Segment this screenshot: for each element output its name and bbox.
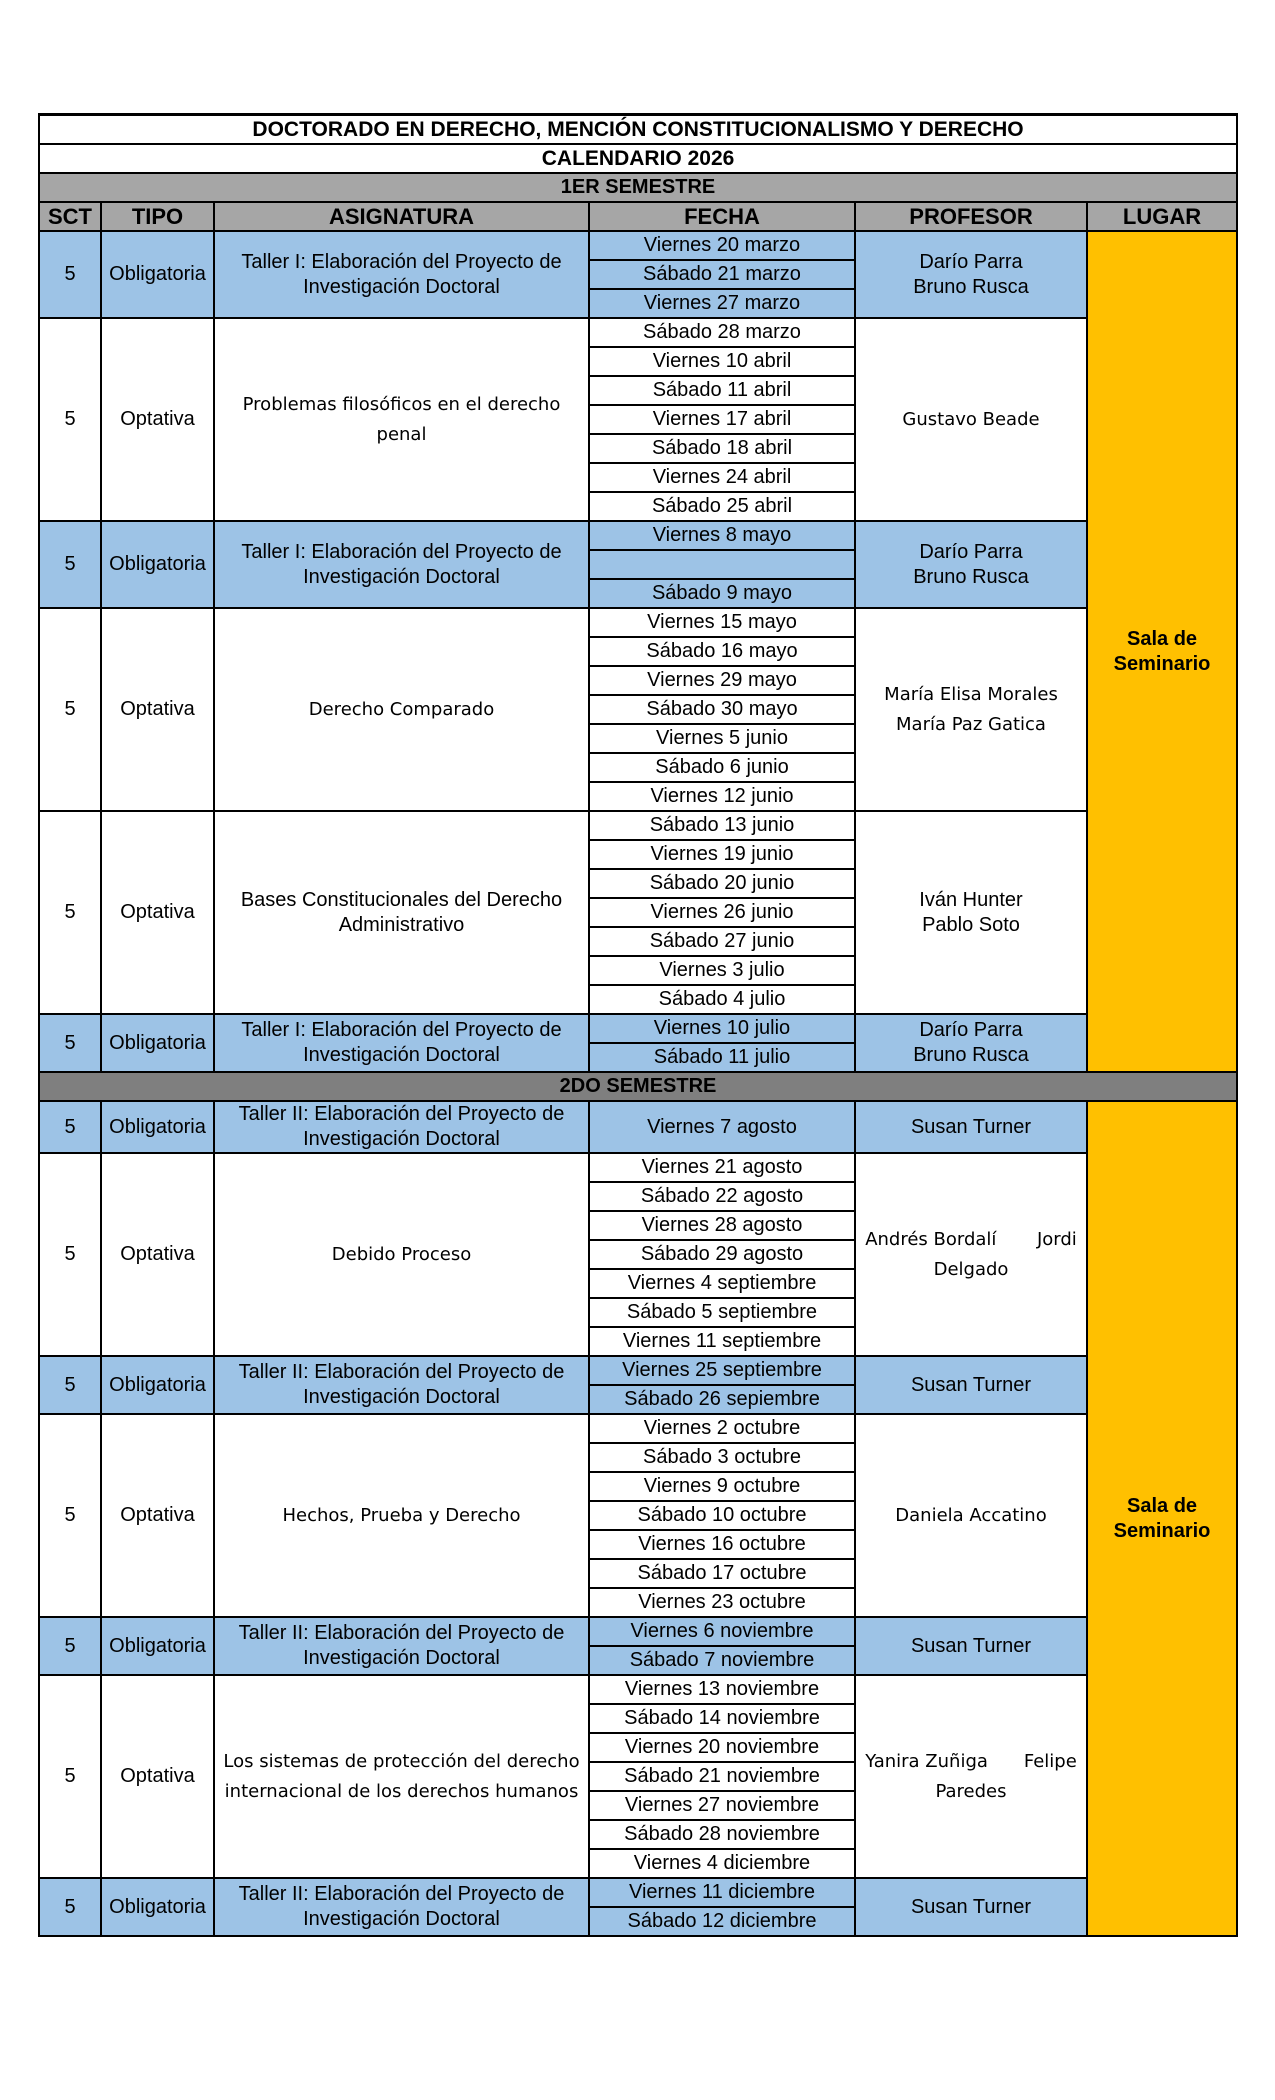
table-row	[39, 1014, 1237, 1043]
sct-cell: 5	[39, 1014, 101, 1072]
sct-cell: 5	[39, 318, 101, 521]
asignatura-cell: Bases Constitucionales del Derecho Administrativo	[214, 811, 589, 1014]
column-header-tipo: TIPO	[101, 202, 214, 231]
profesor-name: Iván Hunter	[919, 888, 1023, 911]
fecha-cell: Sábado 21 noviembre	[589, 1762, 855, 1791]
profesor-name: Delgado	[933, 1258, 1009, 1280]
sct-cell: 5	[39, 1356, 101, 1414]
table-row	[39, 521, 1237, 550]
fecha-cell: Sábado 10 octubre	[589, 1501, 855, 1530]
tipo-cell: Optativa	[101, 1675, 214, 1878]
column-header-profesor: PROFESOR	[855, 202, 1087, 231]
profesor-name: Susan Turner	[910, 1895, 1032, 1918]
fecha-cell: Viernes 21 agosto	[589, 1153, 855, 1182]
fecha-cell: Sábado 25 abril	[589, 492, 855, 521]
profesor-cell	[855, 231, 1087, 318]
fecha-cell: Viernes 4 septiembre	[589, 1269, 855, 1298]
profesor-names	[856, 1747, 1086, 1807]
fecha-cell: Sábado 11 julio	[589, 1043, 855, 1072]
sct-cell: 5	[39, 608, 101, 811]
fecha-cell: Sábado 22 agosto	[589, 1182, 855, 1211]
asignatura-cell: Problemas filosóficos en el derecho penal	[214, 318, 589, 521]
column-header-asignatura: ASIGNATURA	[214, 202, 589, 231]
fecha-cell: Sábado 11 abril	[589, 376, 855, 405]
fecha-cell: Viernes 5 junio	[589, 724, 855, 753]
table-row	[39, 1675, 1237, 1704]
asignatura-cell: Hechos, Prueba y Derecho	[214, 1414, 589, 1617]
sct-cell: 5	[39, 1675, 101, 1878]
fecha-cell: Viernes 26 junio	[589, 898, 855, 927]
asignatura-cell: Debido Proceso	[214, 1153, 589, 1356]
fecha-cell: Sábado 6 junio	[589, 753, 855, 782]
column-header-sct: SCT	[39, 202, 101, 231]
fecha-cell: Sábado 16 mayo	[589, 637, 855, 666]
fecha-cell: Sábado 5 septiembre	[589, 1298, 855, 1327]
fecha-cell: Viernes 19 junio	[589, 840, 855, 869]
table-row	[39, 1878, 1237, 1907]
table-row	[39, 811, 1237, 840]
fecha-cell	[589, 550, 855, 579]
tipo-cell: Optativa	[101, 608, 214, 811]
asignatura-cell: Taller II: Elaboración del Proyecto de Investigación Doctoral	[214, 1878, 589, 1936]
profesor-name: Pablo Soto	[922, 913, 1020, 936]
profesor-cell	[855, 1617, 1087, 1675]
profesor-cell	[855, 521, 1087, 608]
fecha-cell: Viernes 10 abril	[589, 347, 855, 376]
profesor-name: Bruno Rusca	[913, 565, 1029, 588]
sct-cell: 5	[39, 1617, 101, 1675]
profesor-cell	[855, 811, 1087, 1014]
table-row	[39, 1101, 1237, 1153]
fecha-cell: Viernes 6 noviembre	[589, 1617, 855, 1646]
profesor-name: Bruno Rusca	[913, 1044, 1029, 1066]
profesor-name: Gustavo Beade	[902, 408, 1040, 430]
calendar-year: CALENDARIO 2026	[39, 144, 1237, 173]
table-row	[39, 608, 1237, 637]
profesor-line	[865, 1747, 1077, 1777]
profesor-name: Darío Parra	[919, 540, 1023, 563]
tipo-cell: Obligatoria	[101, 1356, 214, 1414]
fecha-cell: Sábado 30 mayo	[589, 695, 855, 724]
fecha-cell: Viernes 20 marzo	[589, 231, 855, 260]
profesor-name: Darío Parra	[919, 1019, 1023, 1041]
sct-cell: 5	[39, 521, 101, 608]
fecha-cell: Viernes 12 junio	[589, 782, 855, 811]
profesor-name: Yanira Zuñiga	[865, 1750, 988, 1772]
sct-cell: 5	[39, 1101, 101, 1153]
asignatura-cell: Taller II: Elaboración del Proyecto de Investigación Doctoral	[214, 1356, 589, 1414]
fecha-cell: Sábado 26 sepiembre	[589, 1385, 855, 1414]
fecha-cell: Viernes 23 octubre	[589, 1588, 855, 1617]
fecha-cell: Viernes 2 octubre	[589, 1414, 855, 1443]
profesor-name: María Paz Gatica	[896, 713, 1046, 735]
profesor-name: Darío Parra	[919, 250, 1023, 273]
profesor-name: María Elisa Morales	[884, 683, 1058, 705]
fecha-cell: Sábado 20 junio	[589, 869, 855, 898]
sct-cell: 5	[39, 1414, 101, 1617]
fecha-cell: Viernes 13 noviembre	[589, 1675, 855, 1704]
table-row	[39, 318, 1237, 347]
fecha-cell: Viernes 29 mayo	[589, 666, 855, 695]
sct-cell: 5	[39, 1153, 101, 1356]
tipo-cell: Obligatoria	[101, 1617, 214, 1675]
tipo-cell: Obligatoria	[101, 1878, 214, 1936]
tipo-cell: Obligatoria	[101, 1014, 214, 1072]
table-row	[39, 1153, 1237, 1182]
fecha-cell: Viernes 11 diciembre	[589, 1878, 855, 1907]
sct-cell: 5	[39, 231, 101, 318]
asignatura-cell: Derecho Comparado	[214, 608, 589, 811]
profesor-cell	[855, 1014, 1087, 1072]
asignatura-cell: Taller I: Elaboración del Proyecto de Investigación Doctoral	[214, 1014, 589, 1072]
table-row	[39, 1356, 1237, 1385]
fecha-cell: Sábado 3 octubre	[589, 1443, 855, 1472]
table-row	[39, 1617, 1237, 1646]
tipo-cell: Optativa	[101, 318, 214, 521]
profesor-name: Paredes	[935, 1780, 1007, 1802]
fecha-cell: Sábado 29 agosto	[589, 1240, 855, 1269]
profesor-cell	[855, 608, 1087, 811]
tipo-cell: Obligatoria	[101, 231, 214, 318]
column-header-fecha: FECHA	[589, 202, 855, 231]
profesor-name: Jordi	[1036, 1228, 1077, 1250]
lugar-cell: Sala de Seminario	[1087, 1101, 1237, 1936]
fecha-cell: Viernes 20 noviembre	[589, 1733, 855, 1762]
profesor-name: Bruno Rusca	[913, 275, 1029, 298]
profesor-name: Daniela Accatino	[895, 1504, 1047, 1526]
profesor-name: Susan Turner	[910, 1634, 1032, 1657]
fecha-cell: Viernes 16 octubre	[589, 1530, 855, 1559]
fecha-cell: Viernes 3 julio	[589, 956, 855, 985]
semester-1-header: 1ER SEMESTRE	[39, 173, 1237, 202]
fecha-cell: Sábado 28 noviembre	[589, 1820, 855, 1849]
fecha-cell: Sábado 13 junio	[589, 811, 855, 840]
asignatura-cell: Taller II: Elaboración del Proyecto de Investigación Doctoral	[214, 1101, 589, 1153]
fecha-cell: Sábado 4 julio	[589, 985, 855, 1014]
calendar-sheet	[38, 113, 1236, 1937]
fecha-cell: Viernes 7 agosto	[589, 1101, 855, 1153]
fecha-cell: Viernes 8 mayo	[589, 521, 855, 550]
fecha-cell: Viernes 27 marzo	[589, 289, 855, 318]
tipo-cell: Optativa	[101, 811, 214, 1014]
profesor-name: Susan Turner	[910, 1115, 1032, 1138]
fecha-cell: Sábado 17 octubre	[589, 1559, 855, 1588]
asignatura-cell: Taller I: Elaboración del Proyecto de Investigación Doctoral	[214, 521, 589, 608]
calendar-table	[38, 113, 1238, 1937]
profesor-names	[856, 1225, 1086, 1285]
sct-cell: 5	[39, 811, 101, 1014]
profesor-cell	[855, 318, 1087, 521]
fecha-cell: Viernes 9 octubre	[589, 1472, 855, 1501]
asignatura-cell: Taller I: Elaboración del Proyecto de Investigación Doctoral	[214, 231, 589, 318]
fecha-cell: Sábado 14 noviembre	[589, 1704, 855, 1733]
tipo-cell: Obligatoria	[101, 521, 214, 608]
tipo-cell: Obligatoria	[101, 1101, 214, 1153]
fecha-cell: Viernes 15 mayo	[589, 608, 855, 637]
tipo-cell: Optativa	[101, 1153, 214, 1356]
fecha-cell: Sábado 9 mayo	[589, 579, 855, 608]
lugar-cell: Sala de Seminario	[1087, 231, 1237, 1072]
semester-2-header: 2DO SEMESTRE	[39, 1072, 1237, 1101]
asignatura-cell: Los sistemas de protección del derecho internacional de los derechos humanos	[214, 1675, 589, 1878]
profesor-cell	[855, 1414, 1087, 1617]
profesor-name: Felipe	[1023, 1750, 1077, 1772]
fecha-cell: Viernes 28 agosto	[589, 1211, 855, 1240]
fecha-cell: Viernes 10 julio	[589, 1014, 855, 1043]
fecha-cell: Viernes 11 septiembre	[589, 1327, 855, 1356]
asignatura-cell: Taller II: Elaboración del Proyecto de Investigación Doctoral	[214, 1617, 589, 1675]
fecha-cell: Viernes 27 noviembre	[589, 1791, 855, 1820]
fecha-cell: Sábado 7 noviembre	[589, 1646, 855, 1675]
fecha-cell: Viernes 17 abril	[589, 405, 855, 434]
fecha-cell: Sábado 27 junio	[589, 927, 855, 956]
document-title: DOCTORADO EN DERECHO, MENCIÓN CONSTITUCIONALISMO Y DERECHO	[39, 115, 1237, 145]
profesor-cell	[855, 1878, 1087, 1936]
tipo-cell: Optativa	[101, 1414, 214, 1617]
profesor-cell	[855, 1153, 1087, 1356]
column-header-lugar: LUGAR	[1087, 202, 1237, 231]
profesor-name: Andrés Bordalí	[865, 1228, 997, 1250]
fecha-cell: Viernes 24 abril	[589, 463, 855, 492]
fecha-cell: Sábado 12 diciembre	[589, 1907, 855, 1936]
profesor-cell	[855, 1101, 1087, 1153]
fecha-cell: Viernes 25 septiembre	[589, 1356, 855, 1385]
profesor-name: Susan Turner	[910, 1373, 1032, 1396]
profesor-cell	[855, 1356, 1087, 1414]
fecha-cell: Viernes 4 diciembre	[589, 1849, 855, 1878]
fecha-cell: Sábado 21 marzo	[589, 260, 855, 289]
table-row	[39, 1414, 1237, 1443]
fecha-cell: Sábado 18 abril	[589, 434, 855, 463]
table-row	[39, 231, 1237, 260]
profesor-cell	[855, 1675, 1087, 1878]
sct-cell: 5	[39, 1878, 101, 1936]
fecha-cell: Sábado 28 marzo	[589, 318, 855, 347]
profesor-line	[865, 1225, 1077, 1255]
